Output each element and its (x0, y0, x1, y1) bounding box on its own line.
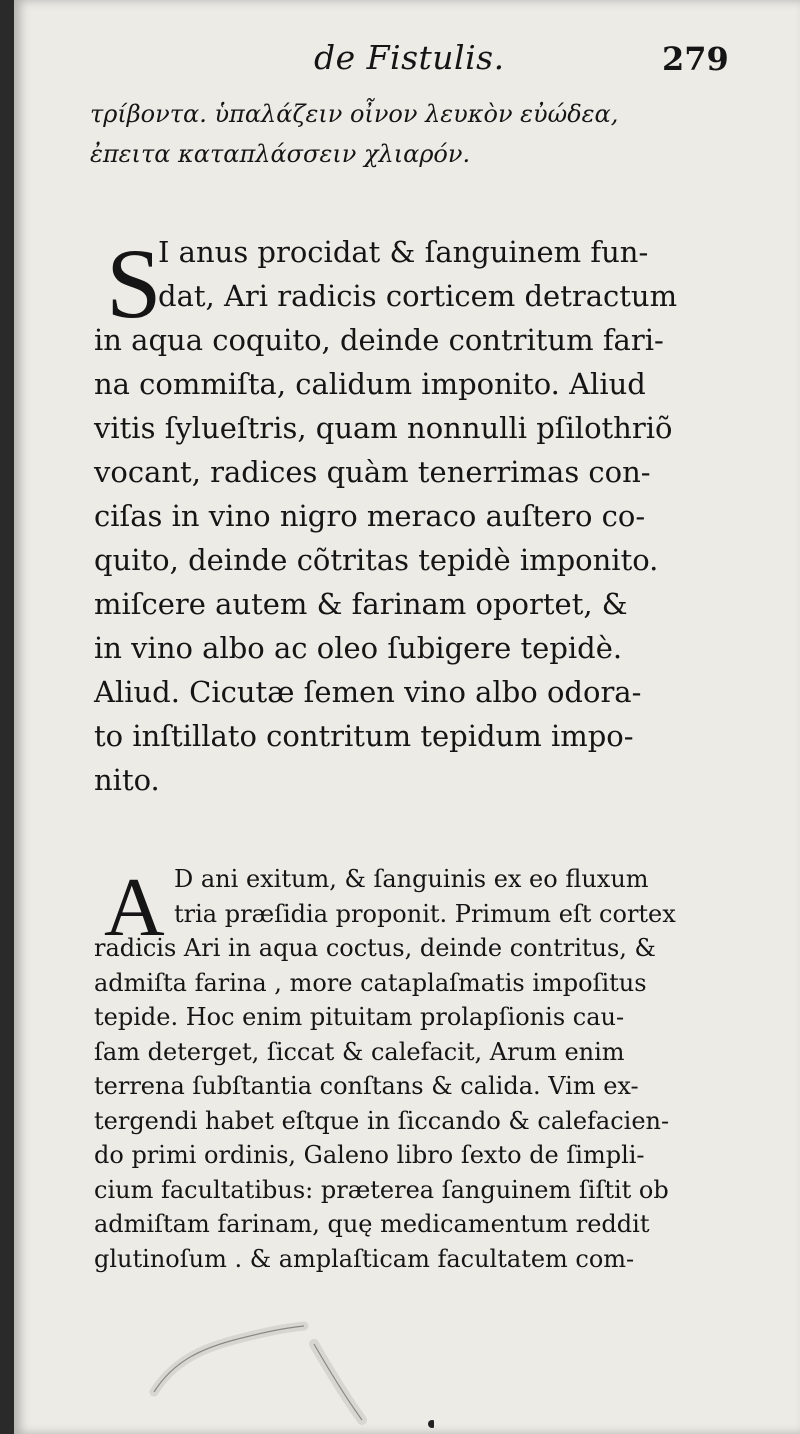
text-line: terrena ſubſtantia conſtans & calida. Vim ex- (94, 1072, 639, 1100)
text-line: tria præſidia proponit. Primum eſt cortex (174, 899, 676, 928)
page-number: 279 (662, 40, 729, 78)
text-line: in vino albo ac oleo ſubigere tepidè. (94, 631, 623, 665)
greek-line-1: τρίβοντα. ὑπαλάζειν οἶνον λευκὸν εὐώδεα, (90, 100, 619, 128)
paper-damage-mark (134, 1300, 434, 1430)
text-line: vitis ſylueſtris, quam nonnulli pſilothriõ (94, 411, 673, 445)
text-line: radicis Ari in aqua coctus, deinde contritus, & (94, 934, 656, 962)
text-line: tepide. Hoc enim pituitam prolapſionis cau- (94, 1003, 625, 1031)
paragraph-2 (94, 862, 754, 1276)
text-line: admiſta farina , more cataplaſmatis impoſitus (94, 968, 647, 997)
text-line: admiſtam farinam, quę medicamentum reddit (94, 1210, 650, 1238)
text-line: do primi ordinis, Galeno libro ſexto de ſimpli- (94, 1141, 645, 1169)
text-line: nito. (94, 763, 160, 797)
paragraph-1 (94, 230, 754, 802)
text-line: to inſtillato contritum tepidum impo- (94, 719, 634, 753)
drop-cap-s: S (106, 228, 162, 339)
text-line: cium facultatibus: præterea ſanguinem ſiſtit ob (94, 1175, 669, 1204)
text-line: ſam deterget, ſiccat & calefacit, Arum enim (94, 1037, 625, 1066)
text-line: ciſas in vino nigro meraco auſtero co- (94, 499, 646, 533)
text-line: Aliud. Cicutæ ſemen vino albo odora- (94, 675, 642, 709)
text-line: quito, deinde cõtritas tepidè imponito. (94, 543, 659, 577)
text-line: na commiſta, calidum imponito. Aliud (94, 367, 646, 401)
running-header-title: de Fistulis. (314, 38, 505, 77)
text-line: D ani exitum, & ſanguinis ex eo fluxum (174, 865, 649, 893)
text-line: I anus procidat & ſanguinem fun- (158, 235, 649, 269)
book-page (14, 0, 800, 1434)
text-line: dat, Ari radicis corticem detractum (158, 279, 678, 313)
text-line: vocant, radices quàm tenerrimas con- (94, 455, 651, 489)
drop-cap-a: A (104, 861, 165, 954)
text-line: in aqua coquito, deinde contritum fari- (94, 323, 664, 357)
text-line: tergendi habet eſtque in ſiccando & calefacien- (94, 1106, 670, 1135)
text-line: glutinoſum . & amplaſticam facultatem com- (94, 1244, 635, 1273)
text-line: miſcere autem & farinam oportet, & (94, 587, 628, 621)
greek-line-2: ἐπειτα καταπλάσσειν χλιαρόν. (90, 140, 471, 168)
